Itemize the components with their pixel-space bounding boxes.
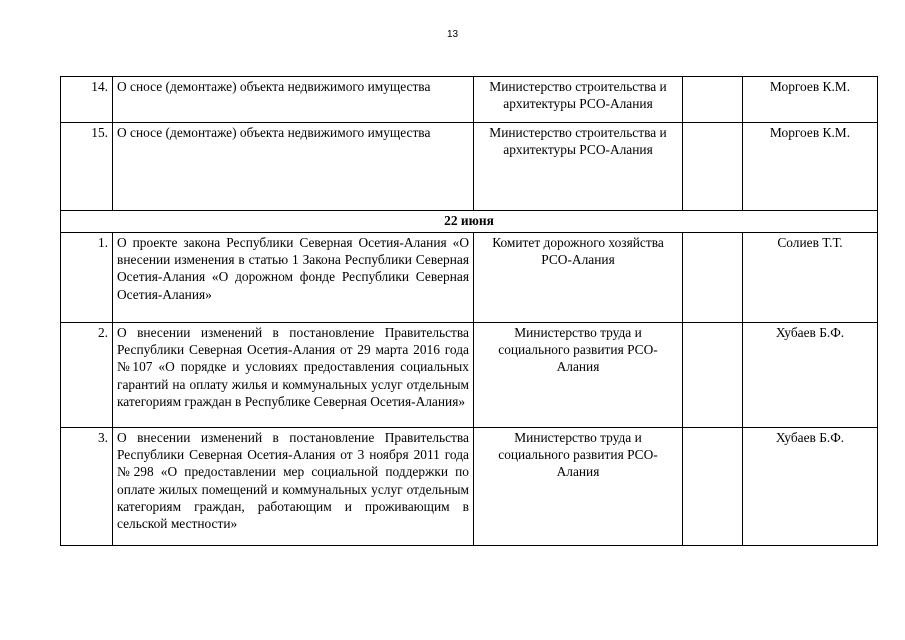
row-number: 3. [61,428,113,546]
date-section-header: 22 июня [61,211,878,233]
row-date [683,123,743,211]
row-number: 1. [61,233,113,323]
row-subject: О внесении изменений в постановление Правительства Республики Северная Осетия-Алания от 3 ноября 2011 года №298 «О предоставлении мер социальной поддержки по оплате жилых помещений и коммунальных услуг отдельным категориям граждан, работающим и проживающим в сельской местности» [113,428,474,546]
row-organization: Министерство труда и социального развития РСО-Алания [474,428,683,546]
row-date [683,323,743,428]
row-number: 2. [61,323,113,428]
row-subject: О сносе (демонтаже) объекта недвижимого имущества [113,77,474,123]
row-organization: Министерство строительства и архитектуры РСО-Алания [474,77,683,123]
row-organization: Министерство строительства и архитектуры РСО-Алания [474,123,683,211]
agenda-table [60,76,878,546]
table-row [61,77,878,123]
row-responsible: Моргоев К.М. [743,123,878,211]
table-row [61,123,878,211]
row-date [683,428,743,546]
table-row [61,233,878,323]
row-subject: О сносе (демонтаже) объекта недвижимого имущества [113,123,474,211]
date-section-row [61,211,878,233]
row-responsible: Моргоев К.М. [743,77,878,123]
page-number: 13 [446,29,459,40]
row-date [683,77,743,123]
row-organization: Комитет дорожного хозяйства РСО-Алания [474,233,683,323]
row-number: 15. [61,123,113,211]
row-responsible: Хубаев Б.Ф. [743,323,878,428]
row-number: 14. [61,77,113,123]
row-organization: Министерство труда и социального развития РСО-Алания [474,323,683,428]
row-responsible: Солиев Т.Т. [743,233,878,323]
row-subject: О внесении изменений в постановление Правительства Республики Северная Осетия-Алания от 29 марта 2016 года №107 «О порядке и условиях предоставления социальных гарантий на оплату жилья и коммунальных услуг отдельным категориям граждан в Республике Северная Осетия-Алания» [113,323,474,428]
table-row [61,323,878,428]
row-date [683,233,743,323]
table-row [61,428,878,546]
row-responsible: Хубаев Б.Ф. [743,428,878,546]
row-subject: О проекте закона Республики Северная Осетия-Алания «О внесении изменения в статью 1 Закона Республики Северная Осетия-Алания «О дорожном фонде Республики Северная Осетия-Алания» [113,233,474,323]
